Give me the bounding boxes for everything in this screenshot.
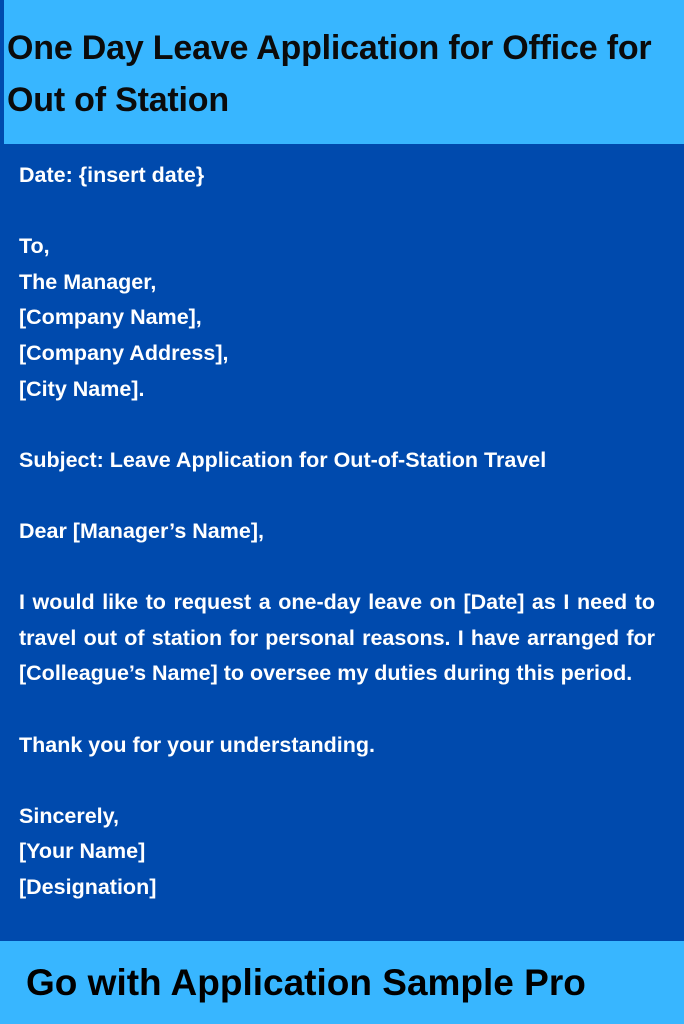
footer-banner	[0, 941, 684, 1024]
letter-content	[19, 158, 655, 905]
letter-your-name: [Your Name]	[19, 839, 146, 864]
letter-to: To,	[19, 234, 50, 259]
letter-closing: Sincerely,	[19, 803, 119, 828]
letter-company-address: [Company Address],	[19, 340, 229, 365]
letter-spacer	[19, 763, 655, 799]
page-title: One Day Leave Application for Office for Out of Station	[7, 29, 652, 119]
letter-body: I would like to request a one-day leave on [Date] as I need to travel out of station for personal reasons. I have arranged for [Colleague’s Name] to oversee my duties during this period.	[19, 590, 655, 686]
title-banner	[0, 0, 684, 144]
letter-spacer	[19, 407, 655, 443]
letter-company-name: [Company Name],	[19, 305, 202, 330]
letter-thanks: Thank you for your understanding.	[19, 732, 375, 757]
letter-city-name: [City Name].	[19, 376, 145, 401]
letter-salutation: Dear [Manager’s Name],	[19, 518, 264, 543]
letter-panel	[0, 144, 684, 941]
letter-spacer	[19, 692, 655, 728]
letter-spacer	[19, 550, 655, 586]
letter-spacer	[19, 478, 655, 514]
letter-subject: Subject: Leave Application for Out-of-Station Travel	[19, 447, 547, 472]
letter-date: Date: {insert date}	[19, 163, 205, 187]
letter-spacer	[19, 194, 655, 230]
letter-recipient: The Manager,	[19, 269, 157, 294]
letter-designation: [Designation]	[19, 874, 157, 899]
footer-brand-text: Go with Application Sample Pro	[26, 962, 586, 1003]
